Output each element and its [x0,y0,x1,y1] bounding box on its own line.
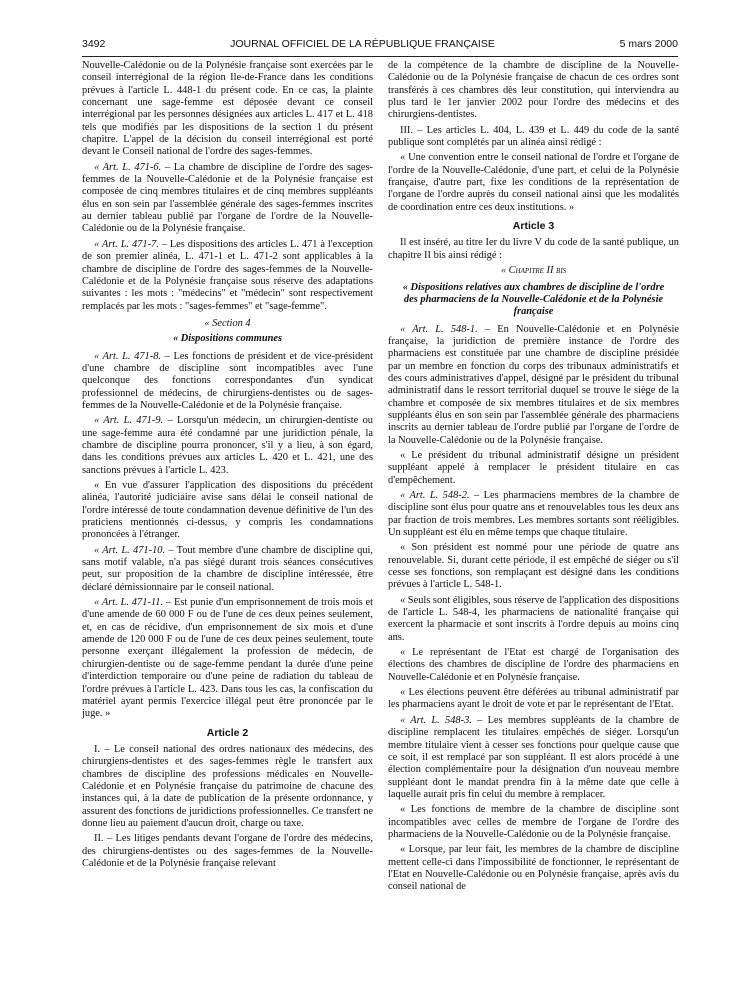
article-text: – Les dispositions des articles L. 471 à l'exception de son premier alinéa, L. 471-1 et L. 471-2 sont applicables à la chambre de discipline de l'ordre des sages-femmes de la Nouvelle-Calédonie et de la Polynésie française sous réserve des adaptations suivantes : les mots : "médecins" et "médecin" sont respectivement remplacés par les mots : "sages-femmes" et "sage-femme". [82,238,373,312]
article-paragraph [388,490,679,539]
paragraph: II. – Les litiges pendants devant l'organe de l'ordre des médecins, des chirurgiens-dentistes ou des sages-femmes de la Nouvelle-Calédonie et de la Polynésie française relevant [82,833,373,869]
paragraph: « Le président du tribunal administratif désigne un président suppléant appelé à remplacer le président titulaire en cas d'empêchement. [388,449,679,486]
article-ref: « Art. L. 548-2. [400,489,470,501]
chapter-heading: « Chapitre II bis [500,265,567,277]
article-text: – La chambre de discipline de l'ordre des sages-femmes de la Nouvelle-Calédonie et de la Polynésie française est composée de cinq membres titulaires et de cinq membres suppléants élus en son sein par l'assemblée générale des sages-femmes inscrites au dernier tableau publié par l'organe de l'ordre de la Nouvelle-Calédonie ou de la Polynésie française. [82,161,373,235]
paragraph: « Les fonctions de membre de la chambre de discipline sont incompatibles avec celles de membre de l'organe de l'ordre des pharmaciens de la Nouvelle-Calédonie ou de la Polynésie française. [388,804,679,840]
article-ref: « Art. L. 471-6. [94,161,162,173]
paragraph: « Les élections peuvent être déférées au tribunal administratif par les pharmaciens ayant le droit de vote et par le représentant de l'Etat. [388,687,679,711]
article-paragraph [82,162,373,236]
article-text: – En Nouvelle-Calédonie et en Polynésie française, la juridiction de première instance de l'ordre des pharmaciens est constituée par une chambre de discipline présidée par un membre en fonction du corps des tribunaux administratifs et des cours administratives d'appel, désigné par le président du tribunal administratif dans le ressort territorial duquel se trouve le siège de la chambre et composée de six membres titulaires et de six membres suppléants élus en son sein par l'assemblée générale des pharmaciens inscrits au dernier tableau de l'ordre publié par l'organe de l'ordre de la Nouvelle-Calédonie ou de la Polynésie française. [388,323,679,446]
left-column [82,60,373,873]
paragraph: « Seuls sont éligibles, sous réserve de l'application des dispositions de l'article L. 548-4, les pharmaciens de nationalité française qui exercent la pharmacie et sont inscrits à l'ordre depuis au moins cinq ans. [388,594,679,643]
article-text: – Est punie d'un emprisonnement de trois mois et d'une amende de 60 000 F ou de l'une de ces deux peines seulement, et, en cas de récidive, d'un emprisonnement de six mois et d'une amende de 120 000 F ou de l'une de ces deux peines seulement, toute personne exerçant illégalement la profession de médecin, de chirurgien-dentiste ou de sage-femme pendant la durée d'une peine d'interdiction temporaire ou d'une peine de radiation du tableau de l'ordre prévues à l'article L. 423. Dans tous les cas, la confiscation du matériel ayant permis l'exercice illégal peut être prononcée par le juge. » [82,597,373,720]
article-paragraph [82,597,373,720]
paragraph: « En vue d'assurer l'application des dispositions du précédent alinéa, l'autorité judiciaire avise sans délai le conseil national de l'ordre intéressé de toute condamnation devenue définitive de l'un des praticiens mentionnés ci-dessus, y compris les condamnations prononcées à l'étranger. [82,480,373,541]
article-ref: « Art. L. 471-7. [94,238,159,250]
article-ref: « Art. L. 471-9. [94,415,164,427]
article-ref: « Art. L. 471-8. [94,350,161,362]
article-heading: Article 2 [206,726,249,739]
section-heading: « Section 4 [204,317,251,329]
paragraph: III. – Les articles L. 404, L. 439 et L. 449 du code de la santé publique sont complétés par un alinéa ainsi rédigé : [388,124,679,149]
article-paragraph [82,239,373,313]
article-ref: « Art. L. 471-11. [94,597,164,609]
paragraph: I. – Le conseil national des ordres nationaux des médecins, des chirurgiens-dentistes et des sages-femmes règle le transfert aux chambres de discipline des professions médicales en Nouvelle-Calédonie et en Polynésie française du patrimoine de chacune des instances qui, à la date de publication de la présente ordonnance, y assurent des fonctions de juridictions professionnelles. Ce transfert ne donne lieu au paiement d'aucun droit, charge ou taxe. [82,743,373,829]
paragraph: Nouvelle-Calédonie ou de la Polynésie française sont exercées par le conseil interrégional de la région Ile-de-France dans les conditions prévues à l'article L. 448-1 du présent code. En ce cas, la plainte concernant une sage-femme est déposée devant ce conseil interrégional par les personnes désignées aux articles L. 417 et L. 418 tels que modifiés par les dispositions de la section 1 du présent chapitre. L'appel de la décision du conseil interrégional est porté devant le Conseil national de l'ordre des sages-femmes. [82,60,373,158]
section-title: « Dispositions communes [172,333,283,345]
journal-title: JOURNAL OFFICIEL DE LA RÉPUBLIQUE FRANÇAISE [230,38,495,50]
article-paragraph [388,715,679,801]
article-ref: « Art. L. 548-3. [400,714,472,726]
paragraph: « Son président est nommé pour une période de quatre ans renouvelable. Si, durant cette période, il est empêché de siéger ou s'il cesse ses fonctions, son remplaçant est désigné dans les conditions prévues à l'article L. 548-1. [388,542,679,591]
paragraph: « Lorsque, par leur fait, les membres de la chambre de discipline mettent celle-ci dans l'impossibilité de fonctionner, le représentant de l'Etat en Nouvelle-Calédonie ou en Polynésie française, après avis du conseil national de [388,844,679,893]
article-text: – Les membres suppléants de la chambre de discipline remplacent les titulaires empêchés de siéger. Lorsqu'un membre titulaire vient à cesser ses fonctions pour quelque cause que ce soit, il est remplacé par son suppléant. Il est alors procédé à une élection complémentaire pour la désignation d'un nouveau membre suppléant dont le mandat prendra fin à la même date que celle à laquelle aurait pris fin celui du membre à remplacer. [388,714,679,800]
article-heading: Article 3 [512,220,555,233]
article-text: – Tout membre d'une chambre de discipline qui, sans motif valable, n'a pas siégé durant trois séances consécutives peut, sur proposition de la chambre de discipline intéressée, être déclaré démissionnaire par le conseil national. [82,544,374,593]
article-paragraph [82,415,373,477]
page-header [82,38,678,54]
publication-date: 5 mars 2000 [619,38,678,50]
paragraph: Il est inséré, au titre Ier du livre V du code de la santé publique, un chapitre II bis ainsi rédigé : [388,237,679,261]
article-text: – Lorsqu'un médecin, un chirurgien-dentiste ou une sage-femme aura été condamné par une juridiction pénale, la chambre de discipline pourra prononcer, s'il y a lieu, à son égard, dans les conditions prévues aux articles L. 420 et L. 421, une des sanctions prévues à l'article L. 423. [82,415,373,476]
article-text: – Les fonctions de président et de vice-président d'une chambre de discipline sont incompatibles avec l'une quelconque des fonctions correspondantes d'un syndicat professionnel de médecins, de chirurgiens-dentistes ou de sages-femmes de la Nouvelle-Calédonie et de la Polynésie française. [82,350,373,411]
chapter-title: « Dispositions relatives aux chambres de discipline de l'ordre des pharmaciens de la Nouvelle-Calédonie et de la Polynésie française [402,281,665,317]
article-paragraph [82,545,373,594]
page-number: 3492 [82,38,106,50]
right-column [388,60,679,897]
paragraph: « Une convention entre le conseil national de l'ordre et l'organe de l'ordre de la Nouvelle-Calédonie, d'une part, et celui de la Polynésie française, d'autre part, fixe les conditions de la représentation de l'organe de l'ordre auprès du conseil national ainsi que les modalités de coordination entre ces deux institutions. » [388,152,679,213]
article-paragraph [388,324,679,447]
article-text: – Les pharmaciens membres de la chambre de discipline sont élus pour quatre ans et renouvelables tous les deux ans par fraction de trois membres. Les membres sortants sont rééligibles. Un suppléant est élu en même temps que chaque titulaire. [388,489,679,538]
header-rule [82,56,678,57]
article-ref: « Art. L. 548-1. [400,323,478,335]
article-ref: « Art. L. 471-10. [94,544,166,556]
paragraph: « Le représentant de l'Etat est chargé de l'organisation des élections des chambres de discipline de l'ordre des pharmaciens en Nouvelle-Calédonie et en Polynésie française. [388,647,679,683]
article-paragraph [82,351,373,413]
paragraph: de la compétence de la chambre de discipline de la Nouvelle-Calédonie ou de la Polynésie française de chacun de ces ordres sont transférés à ces chambres dès leur constitution, qui interviendra au plus tard le 1er janvier 2002 pour l'ordre des médecins et des chirurgiens-dentistes. [388,60,679,121]
